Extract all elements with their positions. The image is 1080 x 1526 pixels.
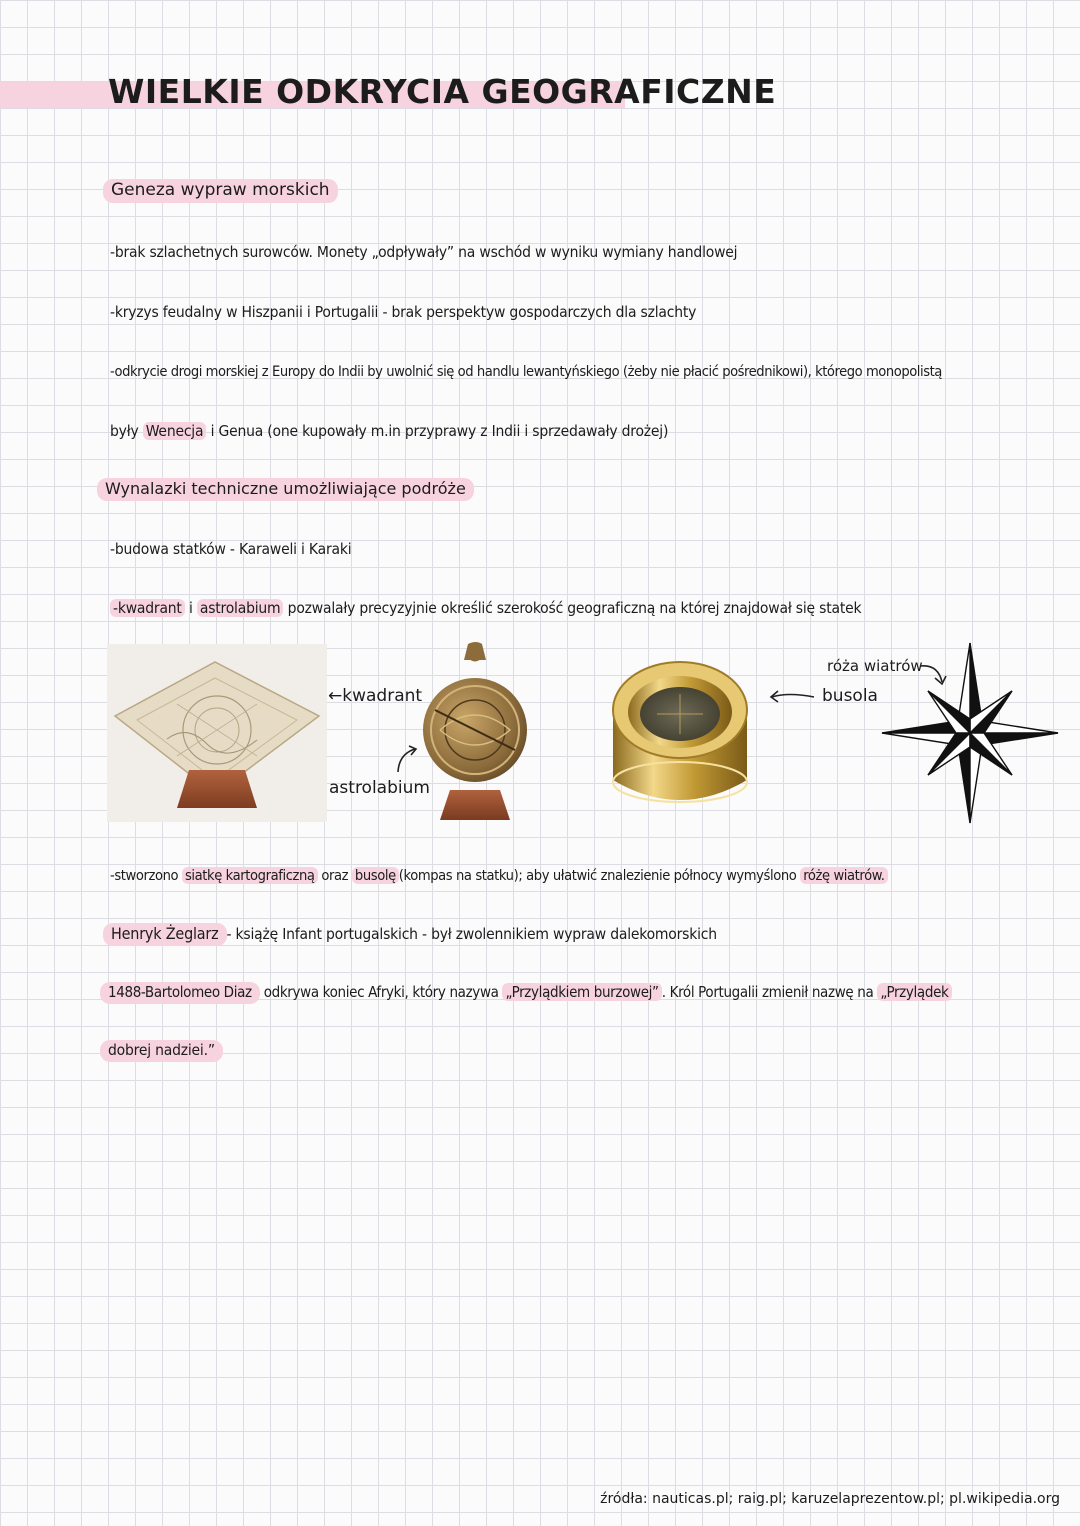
section-heading-geneza: Geneza wypraw morskich	[103, 180, 338, 200]
geneza-point-3-continued: były Wenecja i Genua (one kupowały m.in przyprawy z Indii i sprzedawały drożej)	[110, 422, 669, 440]
roza-wiatrow-label: róża wiatrów	[827, 657, 923, 675]
busola-image	[605, 650, 755, 820]
astrolabium-image	[420, 640, 530, 822]
diaz-line: 1488-Bartolomeo Diaz odkrywa koniec Afryki, który nazywa „Przylądkiem burzowej” . Król Portugalii zmienił nazwę na „Przylądek	[100, 983, 952, 1001]
curved-arrow-icon	[395, 744, 421, 774]
geneza-point-3: -odkrycie drogi morskiej z Europy do Indii by uwolnić się od handlu lewantyńskiego (żeby nie płacić pośrednikowi), którego monopolistą	[110, 363, 942, 380]
henryk-line: Henryk Żeglarz - książę Infant portugalskich - był zwolennikiem wypraw dalekomorskich	[103, 924, 717, 943]
kwadrant-image	[107, 644, 327, 822]
sources-footer: źródła: nauticas.pl; raig.pl; karuzelaprezentow.pl; pl.wikipedia.org	[600, 1491, 1060, 1507]
kwadrant-label: ←kwadrant	[328, 686, 423, 706]
geneza-point-2: -kryzys feudalny w Hiszpanii i Portugalii - brak perspektyw gospodarczych dla szlachty	[110, 303, 697, 321]
left-arrow-icon	[768, 688, 816, 706]
astrolabium-label: astrolabium	[329, 778, 430, 798]
geneza-point-1: -brak szlachetnych surowców. Monety „odpływały” na wschód w wyniku wymiany handlowej	[110, 243, 738, 261]
busola-label: busola	[822, 686, 878, 706]
diaz-line-continued: dobrej nadziei.”	[100, 1041, 223, 1059]
compass-rose-icon	[880, 642, 1060, 824]
wynalazki-point-1: -budowa statków - Karaweli i Karaki	[110, 540, 352, 558]
kwadrant-photo	[107, 644, 327, 822]
section-heading-wynalazki: Wynalazki techniczne umożliwiające podróże	[97, 479, 474, 498]
wynalazki-point-2: -kwadrant i astrolabium pozwalały precyzyjnie określić szerokość geograficzną na której znajdował się statek	[110, 599, 861, 617]
siatka-line: -stworzono siatkę kartograficzną oraz busolę (kompas na statku); aby ułatwić znalezienie północy wymyślono różę wiatrów.	[110, 867, 888, 884]
page-title: WIELKIE ODKRYCIA GEOGRAFICZNE	[108, 72, 777, 111]
